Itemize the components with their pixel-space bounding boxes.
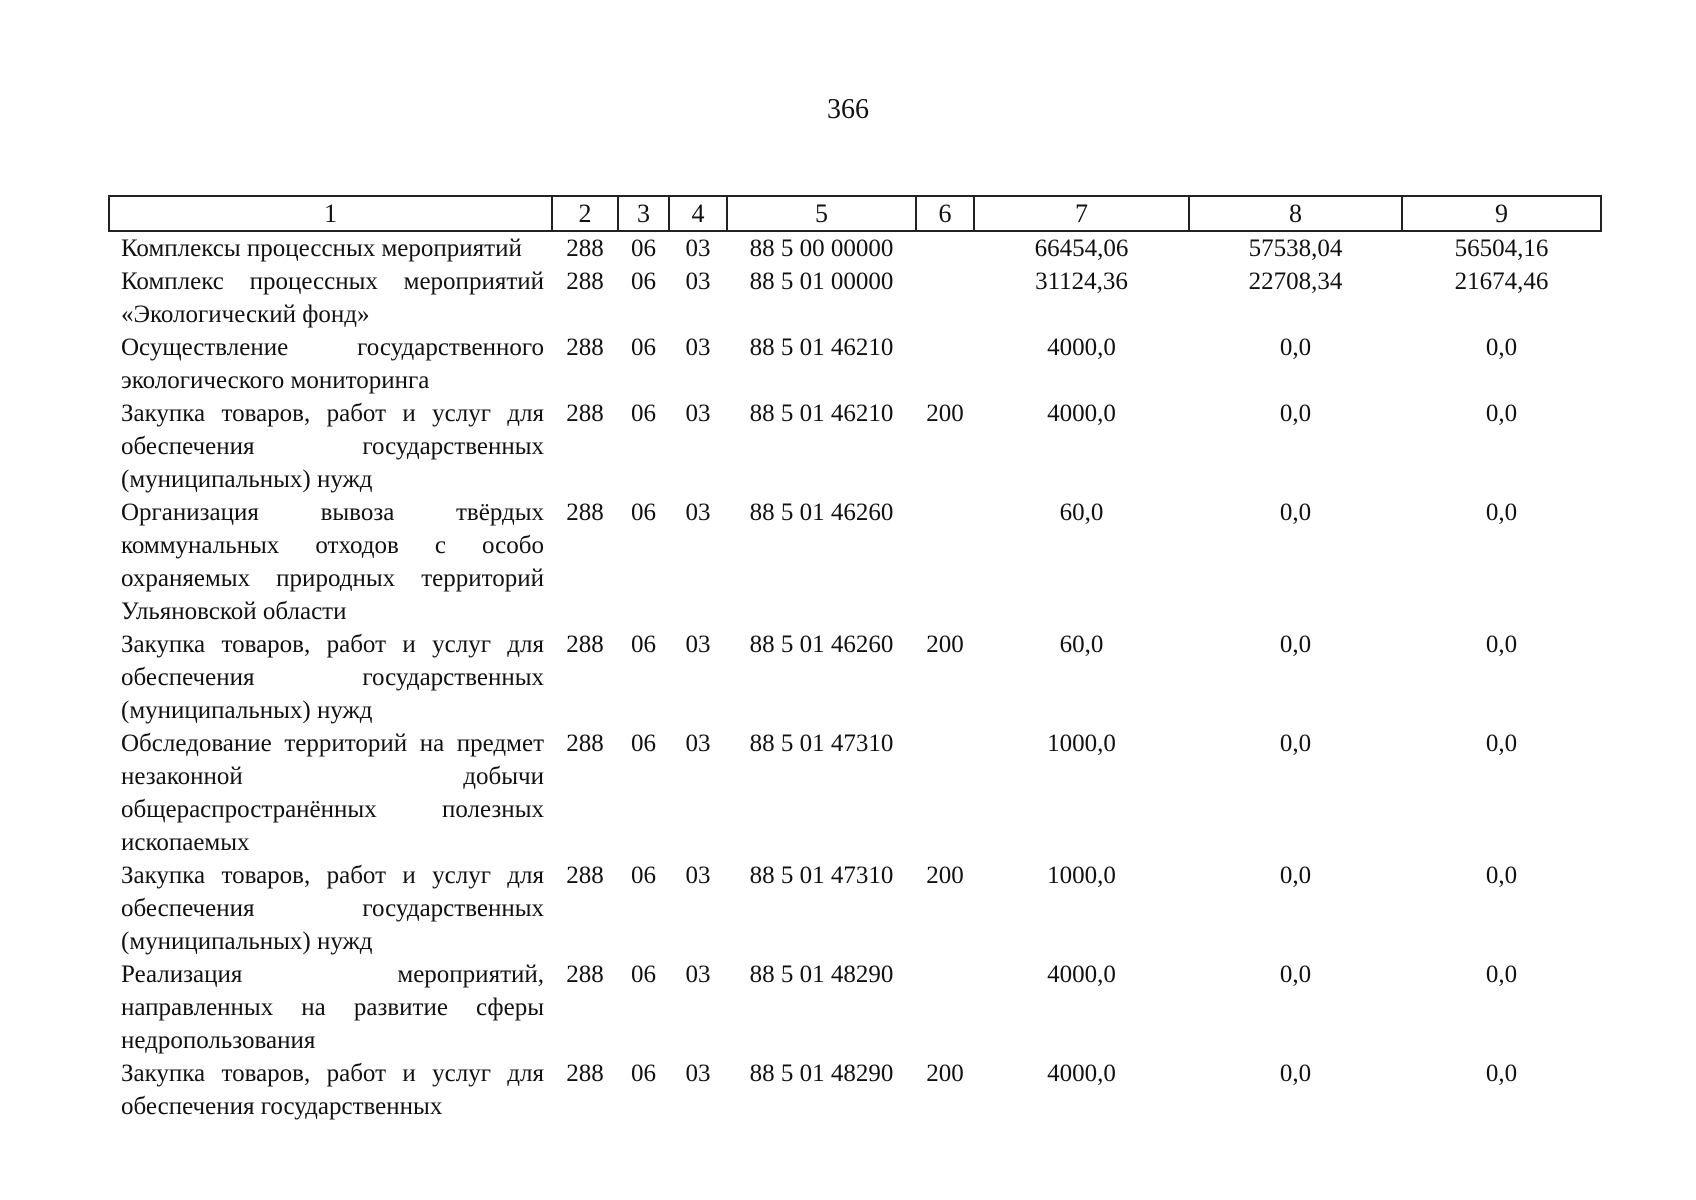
table-row [109, 859, 1601, 958]
row-vr [916, 727, 974, 859]
row-pr: 03 [685, 730, 711, 757]
row-rz: 06 [631, 862, 656, 889]
row-name: Комплексы процессных мероприятий [121, 235, 522, 262]
page-number: 366 [827, 94, 869, 125]
row-gr: 288 [566, 235, 604, 262]
row-year2: 0,0 [1279, 334, 1312, 361]
row-year1: 4000,0 [1047, 961, 1116, 988]
row-vr: 200 [926, 631, 964, 658]
row-csr: 88 5 00 00000 [749, 235, 894, 262]
row-year1: 4000,0 [1047, 1060, 1116, 1087]
row-year2: 57538,04 [1248, 235, 1343, 262]
table-row [109, 496, 1601, 628]
row-csr: 88 5 01 48290 [749, 961, 894, 988]
row-name: Организация вывоза твёрдых коммунальных отходов с особо охраняемых природных территорий Ульяновской области [121, 499, 544, 625]
row-rz: 06 [631, 961, 656, 988]
row-year2: 0,0 [1279, 631, 1312, 658]
row-vr [916, 958, 974, 1057]
row-year1: 4000,0 [1047, 334, 1116, 361]
row-name: Обследование территорий на предмет незаконной добычи общераспространённых полезных ископаемых [121, 730, 544, 856]
row-rz: 06 [631, 631, 656, 658]
table-row [109, 628, 1601, 727]
row-year2: 0,0 [1279, 862, 1312, 889]
row-year1: 60,0 [1059, 499, 1104, 526]
row-rz: 06 [631, 730, 656, 757]
row-year3: 0,0 [1485, 730, 1518, 757]
row-year3: 0,0 [1485, 862, 1518, 889]
table-row [109, 1057, 1601, 1123]
row-vr [916, 231, 974, 265]
row-gr: 288 [566, 268, 604, 295]
row-pr: 03 [685, 631, 711, 658]
row-year1: 4000,0 [1047, 400, 1116, 427]
table-row [109, 265, 1601, 331]
row-year3: 0,0 [1485, 1060, 1518, 1087]
row-csr: 88 5 01 00000 [749, 268, 894, 295]
row-name: Закупка товаров, работ и услуг для обеспечения государственных (муниципальных) нужд [121, 862, 544, 955]
row-gr: 288 [566, 730, 604, 757]
row-year3: 0,0 [1485, 400, 1518, 427]
col-header: 5 [727, 196, 916, 231]
row-gr: 288 [566, 1060, 604, 1087]
col-header: 4 [669, 196, 727, 231]
row-csr: 88 5 01 46260 [749, 499, 894, 526]
row-year3: 21674,46 [1454, 268, 1549, 295]
budget-table [108, 195, 1602, 1123]
row-name: Осуществление государственного экологического мониторинга [121, 334, 544, 394]
row-year2: 22708,34 [1248, 268, 1343, 295]
row-name: Закупка товаров, работ и услуг для обеспечения государственных [121, 1060, 544, 1120]
row-year1: 66454,06 [1034, 235, 1129, 262]
col-header: 8 [1189, 196, 1402, 231]
row-rz: 06 [631, 400, 656, 427]
row-name: Комплекс процессных мероприятий «Экологический фонд» [121, 268, 544, 328]
row-rz: 06 [631, 1060, 656, 1087]
row-gr: 288 [566, 961, 604, 988]
row-year1: 31124,36 [1035, 268, 1128, 295]
row-rz: 06 [631, 499, 656, 526]
row-csr: 88 5 01 46210 [749, 400, 894, 427]
col-header: 3 [618, 196, 669, 231]
table-row [109, 727, 1601, 859]
row-vr [916, 496, 974, 628]
row-year3: 0,0 [1485, 631, 1518, 658]
table-row [109, 331, 1601, 397]
row-year1: 60,0 [1059, 631, 1104, 658]
row-pr: 03 [685, 961, 711, 988]
row-pr: 03 [685, 268, 711, 295]
row-year3: 0,0 [1485, 961, 1518, 988]
row-year3: 56504,16 [1454, 235, 1549, 262]
row-year1: 1000,0 [1047, 730, 1116, 757]
row-year3: 0,0 [1485, 334, 1518, 361]
row-csr: 88 5 01 46260 [749, 631, 894, 658]
row-vr [916, 331, 974, 397]
row-rz: 06 [631, 268, 656, 295]
row-name: Закупка товаров, работ и услуг для обеспечения государственных (муниципальных) нужд [121, 400, 544, 493]
row-year1: 1000,0 [1047, 862, 1116, 889]
col-header: 1 [109, 196, 552, 231]
row-csr: 88 5 01 48290 [749, 1060, 894, 1087]
row-rz: 06 [631, 334, 656, 361]
header-row [109, 196, 1601, 231]
row-csr: 88 5 01 46210 [749, 334, 894, 361]
table-row [109, 397, 1601, 496]
row-gr: 288 [566, 862, 604, 889]
row-pr: 03 [685, 400, 711, 427]
row-vr: 200 [926, 862, 964, 889]
col-header: 2 [552, 196, 618, 231]
row-csr: 88 5 01 47310 [749, 862, 894, 889]
col-header: 6 [916, 196, 974, 231]
row-pr: 03 [685, 235, 711, 262]
row-year2: 0,0 [1279, 400, 1312, 427]
row-name: Реализация мероприятий, направленных на развитие сферы недропользования [121, 961, 544, 1054]
row-csr: 88 5 01 47310 [749, 730, 894, 757]
row-year3: 0,0 [1485, 499, 1518, 526]
row-gr: 288 [566, 400, 604, 427]
row-pr: 03 [685, 862, 711, 889]
row-gr: 288 [566, 631, 604, 658]
col-header: 7 [974, 196, 1189, 231]
row-year2: 0,0 [1279, 961, 1312, 988]
row-vr [916, 265, 974, 331]
table-row [109, 958, 1601, 1057]
row-name: Закупка товаров, работ и услуг для обеспечения государственных (муниципальных) нужд [121, 631, 544, 724]
table-row [109, 231, 1601, 265]
row-vr: 200 [926, 400, 964, 427]
row-gr: 288 [566, 499, 604, 526]
row-gr: 288 [566, 334, 604, 361]
row-year2: 0,0 [1279, 1060, 1312, 1087]
row-pr: 03 [685, 1060, 711, 1087]
row-year2: 0,0 [1279, 730, 1312, 757]
row-year2: 0,0 [1279, 499, 1312, 526]
col-header: 9 [1402, 196, 1601, 231]
row-pr: 03 [685, 499, 711, 526]
row-pr: 03 [685, 334, 711, 361]
row-rz: 06 [631, 235, 656, 262]
row-vr: 200 [926, 1060, 964, 1087]
